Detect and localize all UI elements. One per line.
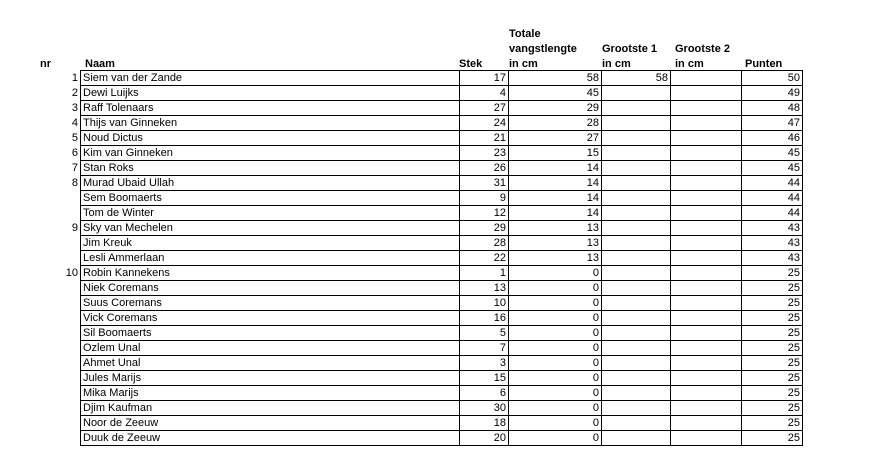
largest-1-cell [602, 281, 671, 296]
table-row [38, 326, 803, 341]
total-length-cell: 0 [509, 311, 602, 326]
participant-name-cell: Duuk de Zeeuw [81, 431, 460, 446]
largest-1-cell [602, 386, 671, 401]
stek-number-cell: 12 [460, 206, 509, 221]
largest-2-cell [671, 146, 742, 161]
total-length-cell: 13 [509, 236, 602, 251]
total-length-cell: 13 [509, 251, 602, 266]
largest-1-cell [602, 326, 671, 341]
largest-2-cell [671, 206, 742, 221]
participant-name-cell: Murad Ubaid Ullah [81, 176, 460, 191]
total-length-cell: 27 [509, 131, 602, 146]
row-number-cell [38, 326, 81, 341]
table-row [38, 341, 803, 356]
largest-1-cell [602, 86, 671, 101]
table-row [38, 401, 803, 416]
points-cell: 25 [742, 326, 803, 341]
row-number-cell [38, 371, 81, 386]
points-cell: 25 [742, 401, 803, 416]
points-cell: 44 [742, 206, 803, 221]
stek-number-cell: 21 [460, 131, 509, 146]
largest-2-cell [671, 71, 742, 86]
total-length-cell: 29 [509, 101, 602, 116]
points-cell: 43 [742, 221, 803, 236]
points-cell: 25 [742, 371, 803, 386]
participant-name-cell: Noud Dictus [81, 131, 460, 146]
row-number-cell: 10 [65, 267, 78, 279]
stek-number-cell: 20 [460, 431, 509, 446]
row-number-cell: 7 [71, 162, 78, 174]
total-length-cell: 0 [509, 326, 602, 341]
row-number-cell [38, 311, 81, 326]
row-number-cell: 6 [71, 147, 78, 159]
largest-2-cell [671, 176, 742, 191]
points-cell: 46 [742, 131, 803, 146]
largest-2-cell [671, 326, 742, 341]
stek-number-cell: 13 [460, 281, 509, 296]
participant-name-cell: Noor de Zeeuw [81, 416, 460, 431]
participant-name-cell: Ahmet Unal [81, 356, 460, 371]
table-row [38, 266, 803, 281]
points-cell: 25 [742, 431, 803, 446]
stek-number-cell: 10 [460, 296, 509, 311]
stek-number-cell: 18 [460, 416, 509, 431]
points-cell: 47 [742, 116, 803, 131]
table-row [38, 221, 803, 236]
stek-number-cell: 1 [460, 266, 509, 281]
largest-2-cell [671, 341, 742, 356]
table-row [38, 161, 803, 176]
largest-1-cell [602, 401, 671, 416]
stek-number-cell: 30 [460, 401, 509, 416]
participant-name-cell: Siem van der Zande [81, 71, 460, 86]
participant-name-cell: Robin Kannekens [81, 266, 460, 281]
results-table-body [38, 71, 803, 446]
row-number-cell [38, 356, 81, 371]
table-row [38, 416, 803, 431]
points-cell: 25 [742, 281, 803, 296]
total-length-cell: 14 [509, 191, 602, 206]
largest-1-cell [602, 131, 671, 146]
participant-name-cell: Jules Marijs [81, 371, 460, 386]
largest-1-cell [602, 251, 671, 266]
points-cell: 25 [742, 296, 803, 311]
row-number-cell [38, 431, 81, 446]
table-row [38, 71, 803, 86]
points-cell: 25 [742, 416, 803, 431]
participant-name-cell: Sky van Mechelen [81, 221, 460, 236]
largest-1-cell [602, 161, 671, 176]
largest-2-cell [671, 281, 742, 296]
participant-name-cell: Tom de Winter [81, 206, 460, 221]
largest-1-cell [602, 296, 671, 311]
header-nr: nr [40, 58, 51, 70]
largest-2-cell [671, 221, 742, 236]
table-row [38, 206, 803, 221]
stek-number-cell: 9 [460, 191, 509, 206]
largest-1-cell [602, 221, 671, 236]
header-stek: Stek [459, 58, 483, 70]
total-length-cell: 14 [509, 176, 602, 191]
row-number-cell: 5 [71, 132, 78, 144]
largest-1-cell [602, 431, 671, 446]
total-length-cell: 45 [509, 86, 602, 101]
table-row [38, 281, 803, 296]
stek-number-cell: 28 [460, 236, 509, 251]
stek-number-cell: 3 [460, 356, 509, 371]
row-number-cell [38, 341, 81, 356]
table-row [38, 371, 803, 386]
stek-number-cell: 6 [460, 386, 509, 401]
largest-2-cell [671, 386, 742, 401]
results-table [38, 70, 803, 446]
stek-number-cell: 22 [460, 251, 509, 266]
stek-number-cell: 7 [460, 341, 509, 356]
participant-name-cell: Lesli Ammerlaan [81, 251, 460, 266]
row-number-cell: 2 [71, 87, 78, 99]
points-cell: 49 [742, 86, 803, 101]
row-number-cell [38, 206, 81, 221]
header-grootste2-line1: Grootste 2 [675, 43, 731, 55]
total-length-cell: 13 [509, 221, 602, 236]
row-number-cell [38, 386, 81, 401]
largest-2-cell [671, 191, 742, 206]
total-length-cell: 0 [509, 341, 602, 356]
largest-1-cell [602, 176, 671, 191]
largest-1-cell [602, 101, 671, 116]
stek-number-cell: 31 [460, 176, 509, 191]
largest-2-cell [671, 101, 742, 116]
participant-name-cell: Jim Kreuk [81, 236, 460, 251]
total-length-cell: 0 [509, 296, 602, 311]
points-cell: 25 [742, 356, 803, 371]
table-row [38, 176, 803, 191]
table-row [38, 251, 803, 266]
participant-name-cell: Suus Coremans [81, 296, 460, 311]
table-row [38, 311, 803, 326]
participant-name-cell: Sem Boomaerts [81, 191, 460, 206]
header-naam: Naam [85, 58, 115, 70]
largest-2-cell [671, 431, 742, 446]
participant-name-cell: Thijs van Ginneken [81, 116, 460, 131]
largest-1-cell [602, 266, 671, 281]
largest-1-cell [602, 356, 671, 371]
stek-number-cell: 15 [460, 371, 509, 386]
largest-2-cell [671, 311, 742, 326]
stek-number-cell: 26 [460, 161, 509, 176]
header-grootste1-line2: in cm [602, 58, 631, 70]
points-cell: 45 [742, 146, 803, 161]
table-row [38, 191, 803, 206]
total-length-cell: 0 [509, 371, 602, 386]
points-cell: 48 [742, 101, 803, 116]
row-number-cell: 8 [71, 177, 78, 189]
points-cell: 25 [742, 341, 803, 356]
header-totale-line2: vangstlengte [509, 43, 577, 55]
table-row [38, 386, 803, 401]
points-cell: 25 [742, 311, 803, 326]
participant-name-cell: Raff Tolenaars [81, 101, 460, 116]
total-length-cell: 28 [509, 116, 602, 131]
points-cell: 25 [742, 266, 803, 281]
row-number-cell [38, 236, 81, 251]
stek-number-cell: 29 [460, 221, 509, 236]
largest-2-cell [671, 416, 742, 431]
total-length-cell: 0 [509, 266, 602, 281]
total-length-cell: 58 [509, 71, 602, 86]
stek-number-cell: 4 [460, 86, 509, 101]
table-row [38, 236, 803, 251]
table-row [38, 356, 803, 371]
largest-2-cell [671, 86, 742, 101]
row-number-cell [38, 191, 81, 206]
points-cell: 50 [742, 71, 803, 86]
table-row [38, 131, 803, 146]
table-row [38, 431, 803, 446]
stek-number-cell: 5 [460, 326, 509, 341]
header-grootste1-line1: Grootste 1 [602, 43, 658, 55]
largest-2-cell [671, 236, 742, 251]
largest-1-cell: 58 [602, 71, 671, 86]
total-length-cell: 0 [509, 356, 602, 371]
participant-name-cell: Kim van Ginneken [81, 146, 460, 161]
largest-1-cell [602, 311, 671, 326]
participant-name-cell: Ozlem Unal [81, 341, 460, 356]
largest-1-cell [602, 371, 671, 386]
largest-1-cell [602, 191, 671, 206]
header-punten: Punten [745, 58, 783, 70]
largest-2-cell [671, 266, 742, 281]
stek-number-cell: 24 [460, 116, 509, 131]
largest-1-cell [602, 236, 671, 251]
largest-1-cell [602, 341, 671, 356]
table-row [38, 116, 803, 131]
stek-number-cell: 17 [460, 71, 509, 86]
row-number-cell: 1 [71, 72, 78, 84]
total-length-cell: 14 [509, 206, 602, 221]
largest-2-cell [671, 161, 742, 176]
stek-number-cell: 23 [460, 146, 509, 161]
row-number-cell: 9 [71, 222, 78, 234]
stek-number-cell: 27 [460, 101, 509, 116]
header-totale-line3: in cm [509, 58, 538, 70]
points-cell: 44 [742, 191, 803, 206]
row-number-cell: 3 [71, 102, 78, 114]
points-cell: 43 [742, 236, 803, 251]
table-row [38, 146, 803, 161]
participant-name-cell: Sil Boomaerts [81, 326, 460, 341]
total-length-cell: 0 [509, 281, 602, 296]
total-length-cell: 14 [509, 161, 602, 176]
row-number-cell: 4 [71, 117, 78, 129]
header-totale-line1: Totale [509, 28, 541, 40]
largest-1-cell [602, 416, 671, 431]
participant-name-cell: Dewi Luijks [81, 86, 460, 101]
table-row [38, 296, 803, 311]
largest-2-cell [671, 116, 742, 131]
total-length-cell: 0 [509, 431, 602, 446]
largest-2-cell [671, 371, 742, 386]
largest-2-cell [671, 131, 742, 146]
row-number-cell [38, 251, 81, 266]
row-number-cell [38, 281, 81, 296]
largest-2-cell [671, 296, 742, 311]
row-number-cell [38, 416, 81, 431]
participant-name-cell: Vick Coremans [81, 311, 460, 326]
table-row [38, 86, 803, 101]
points-cell: 45 [742, 161, 803, 176]
header-grootste2-line2: in cm [675, 58, 704, 70]
points-cell: 25 [742, 386, 803, 401]
participant-name-cell: Mika Marijs [81, 386, 460, 401]
participant-name-cell: Niek Coremans [81, 281, 460, 296]
largest-1-cell [602, 206, 671, 221]
row-number-cell [38, 401, 81, 416]
total-length-cell: 0 [509, 401, 602, 416]
stek-number-cell: 16 [460, 311, 509, 326]
participant-name-cell: Stan Roks [81, 161, 460, 176]
total-length-cell: 15 [509, 146, 602, 161]
largest-2-cell [671, 251, 742, 266]
total-length-cell: 0 [509, 416, 602, 431]
largest-1-cell [602, 146, 671, 161]
points-cell: 43 [742, 251, 803, 266]
points-cell: 44 [742, 176, 803, 191]
table-row [38, 101, 803, 116]
total-length-cell: 0 [509, 386, 602, 401]
largest-2-cell [671, 356, 742, 371]
row-number-cell [38, 296, 81, 311]
largest-2-cell [671, 401, 742, 416]
largest-1-cell [602, 116, 671, 131]
participant-name-cell: Djim Kaufman [81, 401, 460, 416]
